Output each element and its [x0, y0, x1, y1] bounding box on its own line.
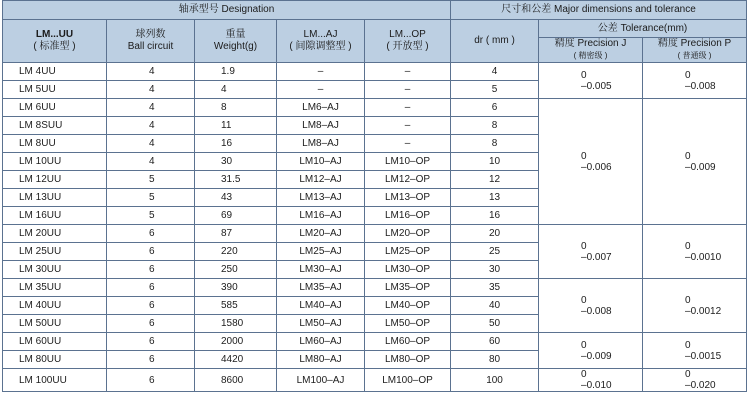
aj-cell: LM50–AJ — [277, 315, 365, 333]
dr-cell: 10 — [451, 153, 539, 171]
weight-cell: 69 — [195, 207, 277, 225]
model-cell: LM 8UU — [3, 135, 107, 153]
model-cell: LM 10UU — [3, 153, 107, 171]
op-cell: LM40–OP — [365, 297, 451, 315]
model-column-header — [3, 20, 107, 63]
tolerance-upper: 0 — [685, 339, 691, 351]
op-cell: LM16–OP — [365, 207, 451, 225]
op-cell: LM100–OP — [365, 369, 451, 392]
aj-cell: – — [277, 81, 365, 99]
dr-cell: 6 — [451, 99, 539, 117]
aj-cell: LM16–AJ — [277, 207, 365, 225]
tolerance-upper: 0 — [685, 240, 691, 252]
op-cell: LM12–OP — [365, 171, 451, 189]
tolerance-lower: –0.008 — [685, 80, 716, 92]
weight-cell: 1.9 — [195, 63, 277, 81]
aj-cell: LM60–AJ — [277, 333, 365, 351]
tolerance-lower: –0.006 — [581, 161, 612, 173]
weight-cell: 11 — [195, 117, 277, 135]
dr-cell: 8 — [451, 135, 539, 153]
model-cell: LM 35UU — [3, 279, 107, 297]
dr-cell: 20 — [451, 225, 539, 243]
dr-cell: 4 — [451, 63, 539, 81]
tolerance-lower: –0.0015 — [685, 350, 722, 362]
model-cell: LM 12UU — [3, 171, 107, 189]
op-cell: LM13–OP — [365, 189, 451, 207]
precision-j-line1: 精度 Precision J — [554, 38, 627, 49]
weight-cell: 43 — [195, 189, 277, 207]
tolerance-upper: 0 — [685, 150, 691, 162]
tolerance-lower: –0.0010 — [685, 251, 722, 263]
precision-j-line2: ( 精密级 ) — [573, 51, 608, 60]
aj-cell: LM6–AJ — [277, 99, 365, 117]
balls-cell: 5 — [107, 171, 195, 189]
aj-header-line2: ( 间隙调整型 ) — [289, 41, 352, 52]
op-cell: – — [365, 135, 451, 153]
aj-cell: LM25–AJ — [277, 243, 365, 261]
dr-cell: 8 — [451, 117, 539, 135]
aj-cell: LM30–AJ — [277, 261, 365, 279]
precision-j-header — [539, 38, 643, 63]
weight-cell: 585 — [195, 297, 277, 315]
weight-cell: 30 — [195, 153, 277, 171]
weight-cell: 87 — [195, 225, 277, 243]
aj-cell: LM13–AJ — [277, 189, 365, 207]
weight-cell: 2000 — [195, 333, 277, 351]
aj-cell: LM20–AJ — [277, 225, 365, 243]
tolerance-header: 公差 Tolerance(mm) — [539, 20, 747, 38]
balls-cell: 4 — [107, 135, 195, 153]
bearing-spec-table — [2, 0, 747, 392]
tolerance-upper: 0 — [581, 294, 587, 306]
balls-header-line1: 球列数 — [135, 29, 166, 40]
dr-cell: 13 — [451, 189, 539, 207]
weight-cell: 8 — [195, 99, 277, 117]
tolerance-p-cell — [643, 99, 747, 225]
balls-cell: 5 — [107, 207, 195, 225]
model-header-line2: ( 标准型 ) — [33, 41, 76, 52]
weight-cell: 31.5 — [195, 171, 277, 189]
dr-column-header: dr ( mm ) — [451, 20, 539, 63]
dr-cell: 12 — [451, 171, 539, 189]
weight-header-line1: 重量 — [225, 29, 246, 40]
aj-cell: LM12–AJ — [277, 171, 365, 189]
op-cell: LM10–OP — [365, 153, 451, 171]
dr-cell: 35 — [451, 279, 539, 297]
weight-cell: 4420 — [195, 351, 277, 369]
op-cell: – — [365, 117, 451, 135]
tolerance-j-cell — [539, 279, 643, 333]
dr-cell: 100 — [451, 369, 539, 392]
balls-column-header — [107, 20, 195, 63]
tolerance-p-cell — [643, 63, 747, 99]
op-cell: – — [365, 99, 451, 117]
balls-cell: 6 — [107, 369, 195, 392]
table-row — [3, 333, 747, 351]
aj-column-header — [277, 20, 365, 63]
model-cell: LM 25UU — [3, 243, 107, 261]
tolerance-p-cell — [643, 369, 747, 392]
dr-cell: 50 — [451, 315, 539, 333]
model-cell: LM 4UU — [3, 63, 107, 81]
op-cell: LM50–OP — [365, 315, 451, 333]
weight-cell: 220 — [195, 243, 277, 261]
op-cell: LM25–OP — [365, 243, 451, 261]
dr-cell: 5 — [451, 81, 539, 99]
tolerance-lower: –0.0012 — [685, 305, 722, 317]
weight-cell: 8600 — [195, 369, 277, 392]
table-row — [3, 99, 747, 117]
balls-cell: 4 — [107, 99, 195, 117]
dr-cell: 60 — [451, 333, 539, 351]
tolerance-lower: –0.009 — [685, 161, 716, 173]
op-header-line1: LM...OP — [389, 29, 426, 40]
model-cell: LM 16UU — [3, 207, 107, 225]
model-cell: LM 20UU — [3, 225, 107, 243]
balls-cell: 6 — [107, 225, 195, 243]
table-row — [3, 279, 747, 297]
op-cell: – — [365, 81, 451, 99]
balls-cell: 6 — [107, 279, 195, 297]
tolerance-j-cell — [539, 369, 643, 392]
model-cell: LM 30UU — [3, 261, 107, 279]
tolerance-lower: –0.005 — [581, 80, 612, 92]
tolerance-lower: –0.020 — [685, 380, 716, 391]
model-cell: LM 60UU — [3, 333, 107, 351]
balls-cell: 6 — [107, 351, 195, 369]
tolerance-upper: 0 — [581, 339, 587, 351]
model-header-line1: LM...UU — [35, 29, 74, 40]
balls-cell: 6 — [107, 261, 195, 279]
balls-cell: 4 — [107, 81, 195, 99]
precision-p-line2: ( 普通级 ) — [677, 51, 712, 60]
dr-cell: 25 — [451, 243, 539, 261]
model-cell: LM 5UU — [3, 81, 107, 99]
balls-cell: 6 — [107, 315, 195, 333]
tolerance-upper: 0 — [685, 369, 691, 380]
dr-cell: 40 — [451, 297, 539, 315]
model-cell: LM 8SUU — [3, 117, 107, 135]
balls-header-line2: Ball circuit — [127, 41, 174, 52]
model-cell: LM 100UU — [3, 369, 107, 392]
model-cell: LM 6UU — [3, 99, 107, 117]
tolerance-j-cell — [539, 99, 643, 225]
table-body — [3, 63, 747, 392]
weight-cell: 390 — [195, 279, 277, 297]
precision-p-line1: 精度 Precision P — [657, 38, 732, 49]
tolerance-upper: 0 — [685, 69, 691, 81]
weight-cell: 16 — [195, 135, 277, 153]
aj-cell: LM8–AJ — [277, 135, 365, 153]
tolerance-upper: 0 — [581, 240, 587, 252]
aj-cell: LM10–AJ — [277, 153, 365, 171]
table-row — [3, 63, 747, 81]
aj-cell: LM80–AJ — [277, 351, 365, 369]
aj-cell: LM35–AJ — [277, 279, 365, 297]
aj-header-line1: LM...AJ — [303, 29, 338, 40]
model-cell: LM 40UU — [3, 297, 107, 315]
weight-cell: 250 — [195, 261, 277, 279]
tolerance-p-cell — [643, 225, 747, 279]
balls-cell: 4 — [107, 117, 195, 135]
model-cell: LM 80UU — [3, 351, 107, 369]
major-dimensions-header: 尺寸和公差 Major dimensions and tolerance — [451, 1, 747, 20]
op-cell: – — [365, 63, 451, 81]
weight-column-header — [195, 20, 277, 63]
tolerance-lower: –0.008 — [581, 305, 612, 317]
weight-cell: 4 — [195, 81, 277, 99]
tolerance-lower: –0.009 — [581, 350, 612, 362]
weight-header-line2: Weight(g) — [213, 41, 258, 52]
tolerance-p-cell — [643, 279, 747, 333]
aj-cell: LM8–AJ — [277, 117, 365, 135]
balls-cell: 4 — [107, 63, 195, 81]
tolerance-j-cell — [539, 333, 643, 369]
tolerance-p-cell — [643, 333, 747, 369]
op-header-line2: ( 开放型 ) — [386, 41, 429, 52]
dr-cell: 80 — [451, 351, 539, 369]
tolerance-lower: –0.007 — [581, 251, 612, 263]
model-cell: LM 13UU — [3, 189, 107, 207]
tolerance-upper: 0 — [581, 69, 587, 81]
weight-cell: 1580 — [195, 315, 277, 333]
balls-cell: 6 — [107, 297, 195, 315]
balls-cell: 4 — [107, 153, 195, 171]
dr-cell: 16 — [451, 207, 539, 225]
designation-header: 轴承型号 Designation — [3, 1, 451, 20]
aj-cell: – — [277, 63, 365, 81]
balls-cell: 6 — [107, 333, 195, 351]
model-cell: LM 50UU — [3, 315, 107, 333]
tolerance-upper: 0 — [581, 369, 587, 380]
op-cell: LM60–OP — [365, 333, 451, 351]
aj-cell: LM40–AJ — [277, 297, 365, 315]
precision-p-header — [643, 38, 747, 63]
op-cell: LM35–OP — [365, 279, 451, 297]
tolerance-upper: 0 — [685, 294, 691, 306]
tolerance-upper: 0 — [581, 150, 587, 162]
op-cell: LM80–OP — [365, 351, 451, 369]
balls-cell: 6 — [107, 243, 195, 261]
table-row — [3, 369, 747, 392]
tolerance-j-cell — [539, 225, 643, 279]
aj-cell: LM100–AJ — [277, 369, 365, 392]
op-cell: LM30–OP — [365, 261, 451, 279]
dr-cell: 30 — [451, 261, 539, 279]
table-row — [3, 225, 747, 243]
tolerance-j-cell — [539, 63, 643, 99]
tolerance-lower: –0.010 — [581, 380, 612, 391]
balls-cell: 5 — [107, 189, 195, 207]
op-cell: LM20–OP — [365, 225, 451, 243]
op-column-header — [365, 20, 451, 63]
